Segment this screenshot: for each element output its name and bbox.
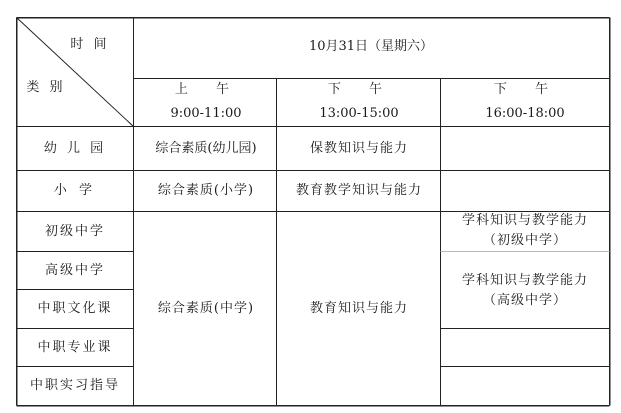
subject-kindergarten-am: 综合素质(幼儿园) — [155, 141, 257, 156]
subject-primary-am: 综合素质(小学) — [157, 183, 255, 198]
session-2-time: 13:00-15:00 — [319, 106, 399, 121]
subject-secondary-pm1: 教育知识与能力 — [309, 301, 409, 316]
subject-senior-pm2-line2: （高级中学） — [482, 293, 568, 308]
subject-junior-pm2-line1: 学科知识与教学能力 — [461, 213, 589, 228]
header-diag-bottom: 类 别 — [26, 80, 66, 95]
category-vocational-professional: 中职专业课 — [37, 340, 113, 355]
category-junior-high: 初级中学 — [44, 224, 106, 239]
subject-kindergarten-pm1: 保教知识与能力 — [309, 141, 409, 156]
category-kindergarten: 幼 儿 园 — [43, 141, 107, 156]
session-3-label: 下 午 — [493, 82, 561, 97]
category-senior-high: 高级中学 — [44, 263, 106, 278]
category-vocational-culture: 中职文化课 — [37, 301, 113, 316]
header-date: 10月31日（星期六） — [308, 39, 434, 54]
header-diag-top: 时 间 — [70, 37, 110, 52]
subject-junior-pm2-line2: （初级中学） — [482, 233, 568, 248]
session-2-label: 下 午 — [327, 82, 395, 97]
subject-secondary-am: 综合素质(中学) — [157, 301, 255, 316]
subject-primary-pm1: 教育教学知识与能力 — [295, 183, 423, 198]
session-1-time: 9:00-11:00 — [170, 106, 242, 121]
category-primary: 小 学 — [53, 183, 97, 198]
session-3-time: 16:00-18:00 — [485, 106, 565, 121]
category-vocational-internship: 中职实习指导 — [29, 378, 121, 393]
session-1-label: 上 午 — [174, 82, 242, 97]
subject-senior-pm2-line1: 学科知识与教学能力 — [461, 273, 589, 288]
